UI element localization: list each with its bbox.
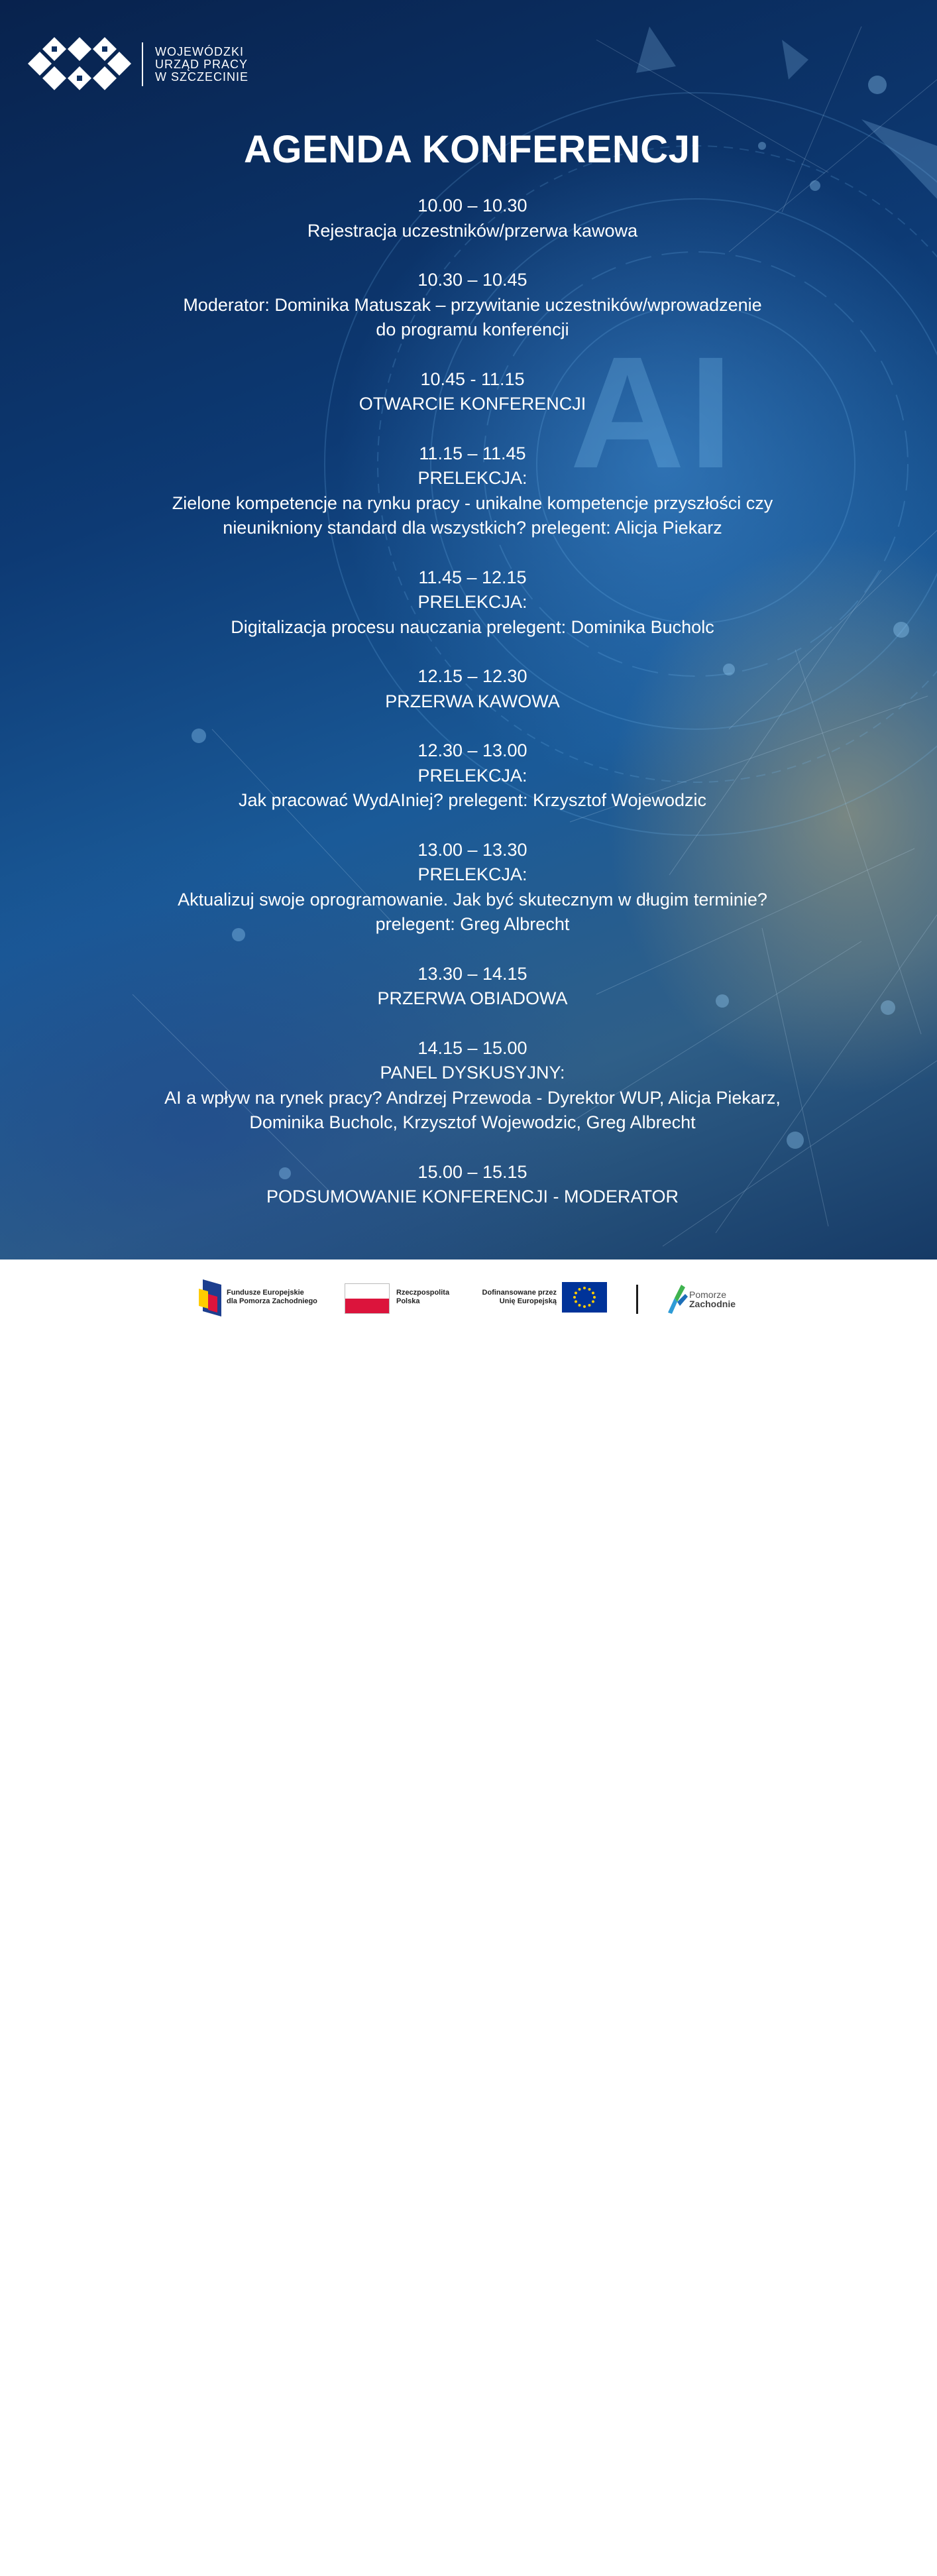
agenda-description: Dominika Bucholc, Krzysztof Wojewodzic, Greg Albrecht <box>249 1112 696 1132</box>
agenda-time: 14.15 – 15.00 <box>417 1037 527 1058</box>
agenda-item <box>0 738 937 813</box>
eu-flag-icon <box>562 1282 607 1313</box>
agenda-time: 13.30 – 14.15 <box>417 963 527 984</box>
agenda-description: PRELEKCJA: <box>417 765 527 786</box>
footer-divider <box>636 1285 638 1314</box>
agenda-time: 13.00 – 13.30 <box>417 839 527 860</box>
agenda-time: 11.15 – 11.45 <box>419 443 526 463</box>
pz-line: Pomorze <box>689 1289 727 1300</box>
fe-line: Fundusze Europejskie <box>227 1289 304 1297</box>
agenda-time: 11.45 – 12.15 <box>418 567 527 587</box>
agenda-description: Zielone kompetencje na rynku pracy - unikalne kompetencje przyszłości czy <box>172 493 773 513</box>
agenda-item <box>0 441 937 541</box>
agenda-item <box>0 565 937 640</box>
agenda-time: 10.00 – 10.30 <box>417 196 527 215</box>
eu-line: Unię Europejską <box>499 1297 557 1305</box>
agenda-description: Aktualizuj swoje oprogramowanie. Jak być skutecznym w długim terminie? <box>178 889 767 909</box>
agenda-description: do programu konferencji <box>376 320 569 339</box>
rzeczpospolita-polska-label <box>396 1289 449 1306</box>
poster <box>0 0 937 1259</box>
agenda-time: 12.30 – 13.00 <box>417 740 527 760</box>
agenda-description: PODSUMOWANIE KONFERENCJI - MODERATOR <box>266 1187 679 1206</box>
fundusze-europejskie-icon <box>199 1279 221 1317</box>
logo-text-line: WOJEWÓDZKI <box>155 44 244 58</box>
agenda-item <box>0 1036 937 1136</box>
fundusze-europejskie-label <box>227 1289 317 1306</box>
svg-text:AI: AI <box>570 323 737 501</box>
pomorze-zachodnie-icon <box>665 1283 688 1314</box>
logo-text-line: URZĄD PRACY <box>155 57 248 71</box>
agenda-item <box>0 367 937 417</box>
agenda-description: AI a wpływ na rynek pracy? Andrzej Przewoda - Dyrektor WUP, Alicja Piekarz, <box>164 1087 781 1108</box>
fe-line: dla Pomorza Zachodniego <box>227 1297 317 1305</box>
pz-line: Zachodnie <box>689 1299 736 1309</box>
logo-divider <box>142 42 143 86</box>
agenda-item <box>0 268 937 343</box>
agenda-description: Moderator: Dominika Matuszak – przywitanie uczestników/wprowadzenie <box>183 294 762 315</box>
agenda-item <box>0 194 937 243</box>
polish-flag-icon <box>345 1283 390 1314</box>
agenda-item <box>0 1160 937 1210</box>
wup-logo <box>28 34 248 94</box>
logo-text <box>155 46 248 84</box>
agenda-description: OTWARCIE KONFERENCJI <box>358 394 586 414</box>
rp-line: Polska <box>396 1297 420 1305</box>
eu-line: Dofinansowane przez <box>482 1289 557 1297</box>
agenda-time: 10.30 – 10.45 <box>417 270 527 290</box>
agenda-description: nieunikniony standard dla wszystkich? prelegent: Alicja Piekarz <box>223 518 722 538</box>
agenda-description: PRELEKCJA: <box>417 592 527 612</box>
funding-footer <box>0 1259 937 1326</box>
agenda-item <box>0 664 937 714</box>
agenda-time: 10.45 - 11.15 <box>420 369 525 389</box>
agenda-description: Rejestracja uczestników/przerwa kawowa <box>307 220 638 241</box>
agenda-description: PANEL DYSKUSYJNY: <box>380 1063 565 1083</box>
eu-funding-label <box>472 1289 557 1306</box>
agenda-description: PRZERWA KAWOWA <box>385 691 560 711</box>
agenda-item <box>0 962 937 1012</box>
logo-text-line: W SZCZECINIE <box>155 70 248 84</box>
agenda-description: PRELEKCJA: <box>417 468 527 488</box>
agenda-time: 15.00 – 15.15 <box>417 1161 527 1182</box>
agenda-description: Jak pracować WydAIniej? prelegent: Krzysztof Wojewodzic <box>238 790 707 810</box>
agenda-description: Digitalizacja procesu nauczania prelegent: Dominika Bucholc <box>231 616 714 637</box>
agenda-description: PRELEKCJA: <box>417 864 527 884</box>
agenda-list <box>0 194 937 1234</box>
agenda-time: 12.15 – 12.30 <box>417 666 527 686</box>
fundusze-europejskie-icon <box>199 2539 221 2576</box>
agenda-item <box>0 838 937 937</box>
rp-line: Rzeczpospolita <box>396 1289 450 1297</box>
wup-logo-icon <box>28 34 131 94</box>
page-title: AGENDA KONFERENCJI <box>243 128 702 171</box>
agenda-description: PRZERWA OBIADOWA <box>377 988 568 1008</box>
agenda-description: prelegent: Greg Albrecht <box>375 914 570 934</box>
pomorze-zachodnie-label <box>689 1290 736 1309</box>
